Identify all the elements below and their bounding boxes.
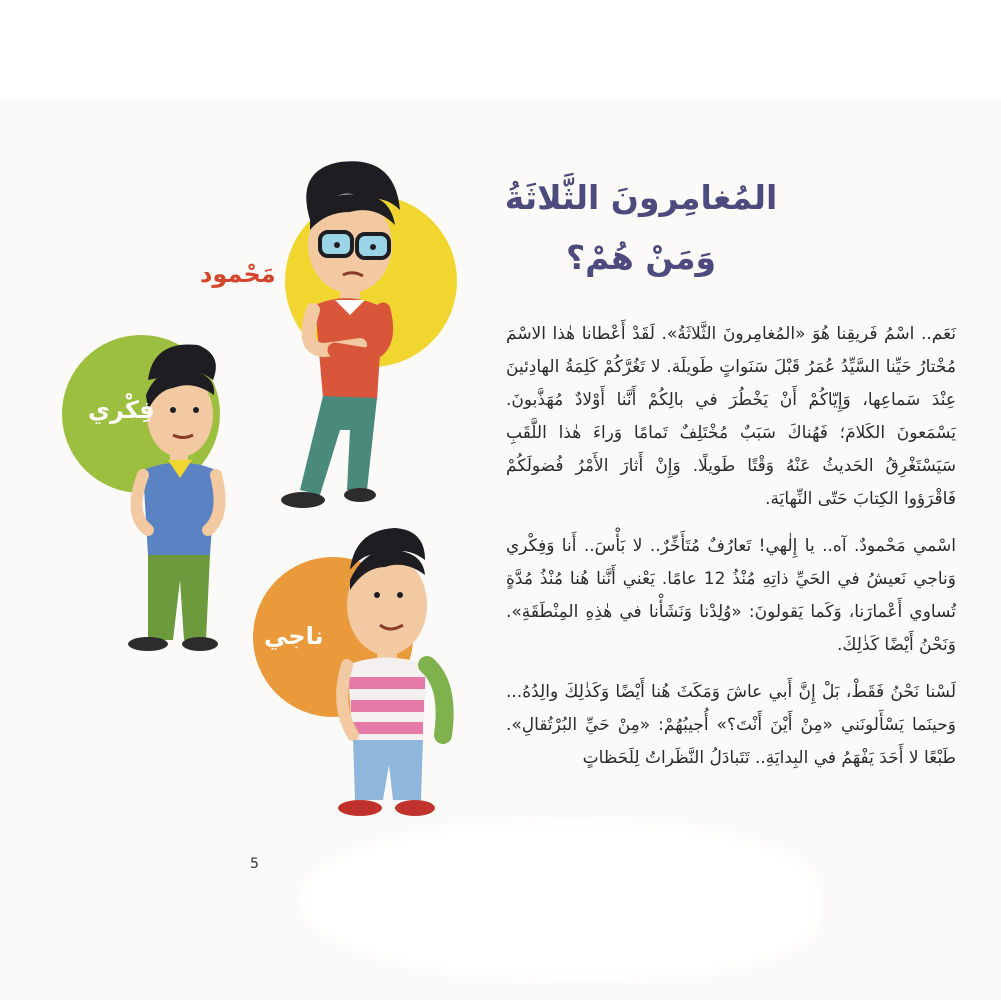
page-top-margin xyxy=(0,0,1001,100)
scan-smudge xyxy=(300,820,820,980)
fikri-illustration xyxy=(118,340,228,650)
paragraph-2: اسْمي مَحْمودٌ. آه.. يا إِلٰهي! تَعارُفٌ مُتَأَخِّرٌ.. لا بَأْسَ.. أَنا وَفِكْري وَناجي نَعيشُ في الحَيِّ ذاتِهِ مُنْذُ 12 عامًا. يَعْني أَنَّنا هُنا مُنْذُ مُدَّةٍ تُساوي أَعْمارَنا، وَكَما يَقولونَ: «وُلِدْنا وَنَشَأْنا في هٰذِهِ المِنْطَقَةِ». وَنَحْنُ أَيْضًا كَذٰلِكَ. xyxy=(506,536,956,655)
chapter-title xyxy=(451,168,831,288)
name-label-naji: ناجي xyxy=(264,622,324,650)
chapter-title-line-1: المُغامِرونَ الثَّلاثَةُ xyxy=(504,178,778,217)
story-text xyxy=(506,318,956,789)
name-label-fikri: فِكْري xyxy=(88,396,155,424)
naji-illustration xyxy=(325,525,455,820)
page-number: 5 xyxy=(250,856,259,872)
paragraph-1: نَعَم.. اسْمُ فَريقِنا هُوَ «المُغامِرونَ الثَّلاثَةُ». لَقَدْ أَعْطانا هٰذا الاسْمَ مُخْتارُ حَيِّنا السَّيِّدُ عُمَرُ قَبْلَ سَنَواتٍ طَويلَة. لا تَغُرَّكُمْ كَلِمَةُ الهادِئينَ عِنْدَ سَماعِها، وَإِيّاكُمْ أَنْ يَخْطُرَ في بالِكُمْ أَنَّنا أَوْلادٌ مُهَذَّبونَ. يَسْمَعونَ الكَلامَ؛ فَهُناكَ سَبَبٌ مُخْتَلِفٌ تَمامًا وَراءَ هٰذا اللَّقَبِ سَيَسْتَغْرِقُ الحَديثُ عَنْهُ وَقْتًا طَويلًا. وَإِنْ أَثارَ الأَمْرُ فُضولَكُمْ فَاقْرَؤوا الكِتابَ حَتّى النِّهايَة. xyxy=(506,324,956,509)
name-label-mahmoud: مَحْمود xyxy=(200,260,276,288)
mahmoud-illustration xyxy=(265,150,415,520)
paragraph-3: لَسْنا نَحْنُ فَقَطْ، بَلْ إِنَّ أَبي عاشَ وَمَكَثَ هُنا أَيْضًا وَكَذٰلِكَ والِدُهُ... وَحينَما يَسْأَلونَني «مِنْ أَيْنَ أَنْتَ؟» أُجيبُهُمْ: «مِنْ حَيِّ البُرْتُقالِ». طَبْعًا لا أَحَدَ يَفْهَمُ في البِدايَةِ.. تَتَبادَلُ النَّظَراتُ لِلَحَظاتٍ xyxy=(506,682,956,768)
chapter-title-line-2: وَمَنْ هُمْ؟ xyxy=(565,238,717,277)
